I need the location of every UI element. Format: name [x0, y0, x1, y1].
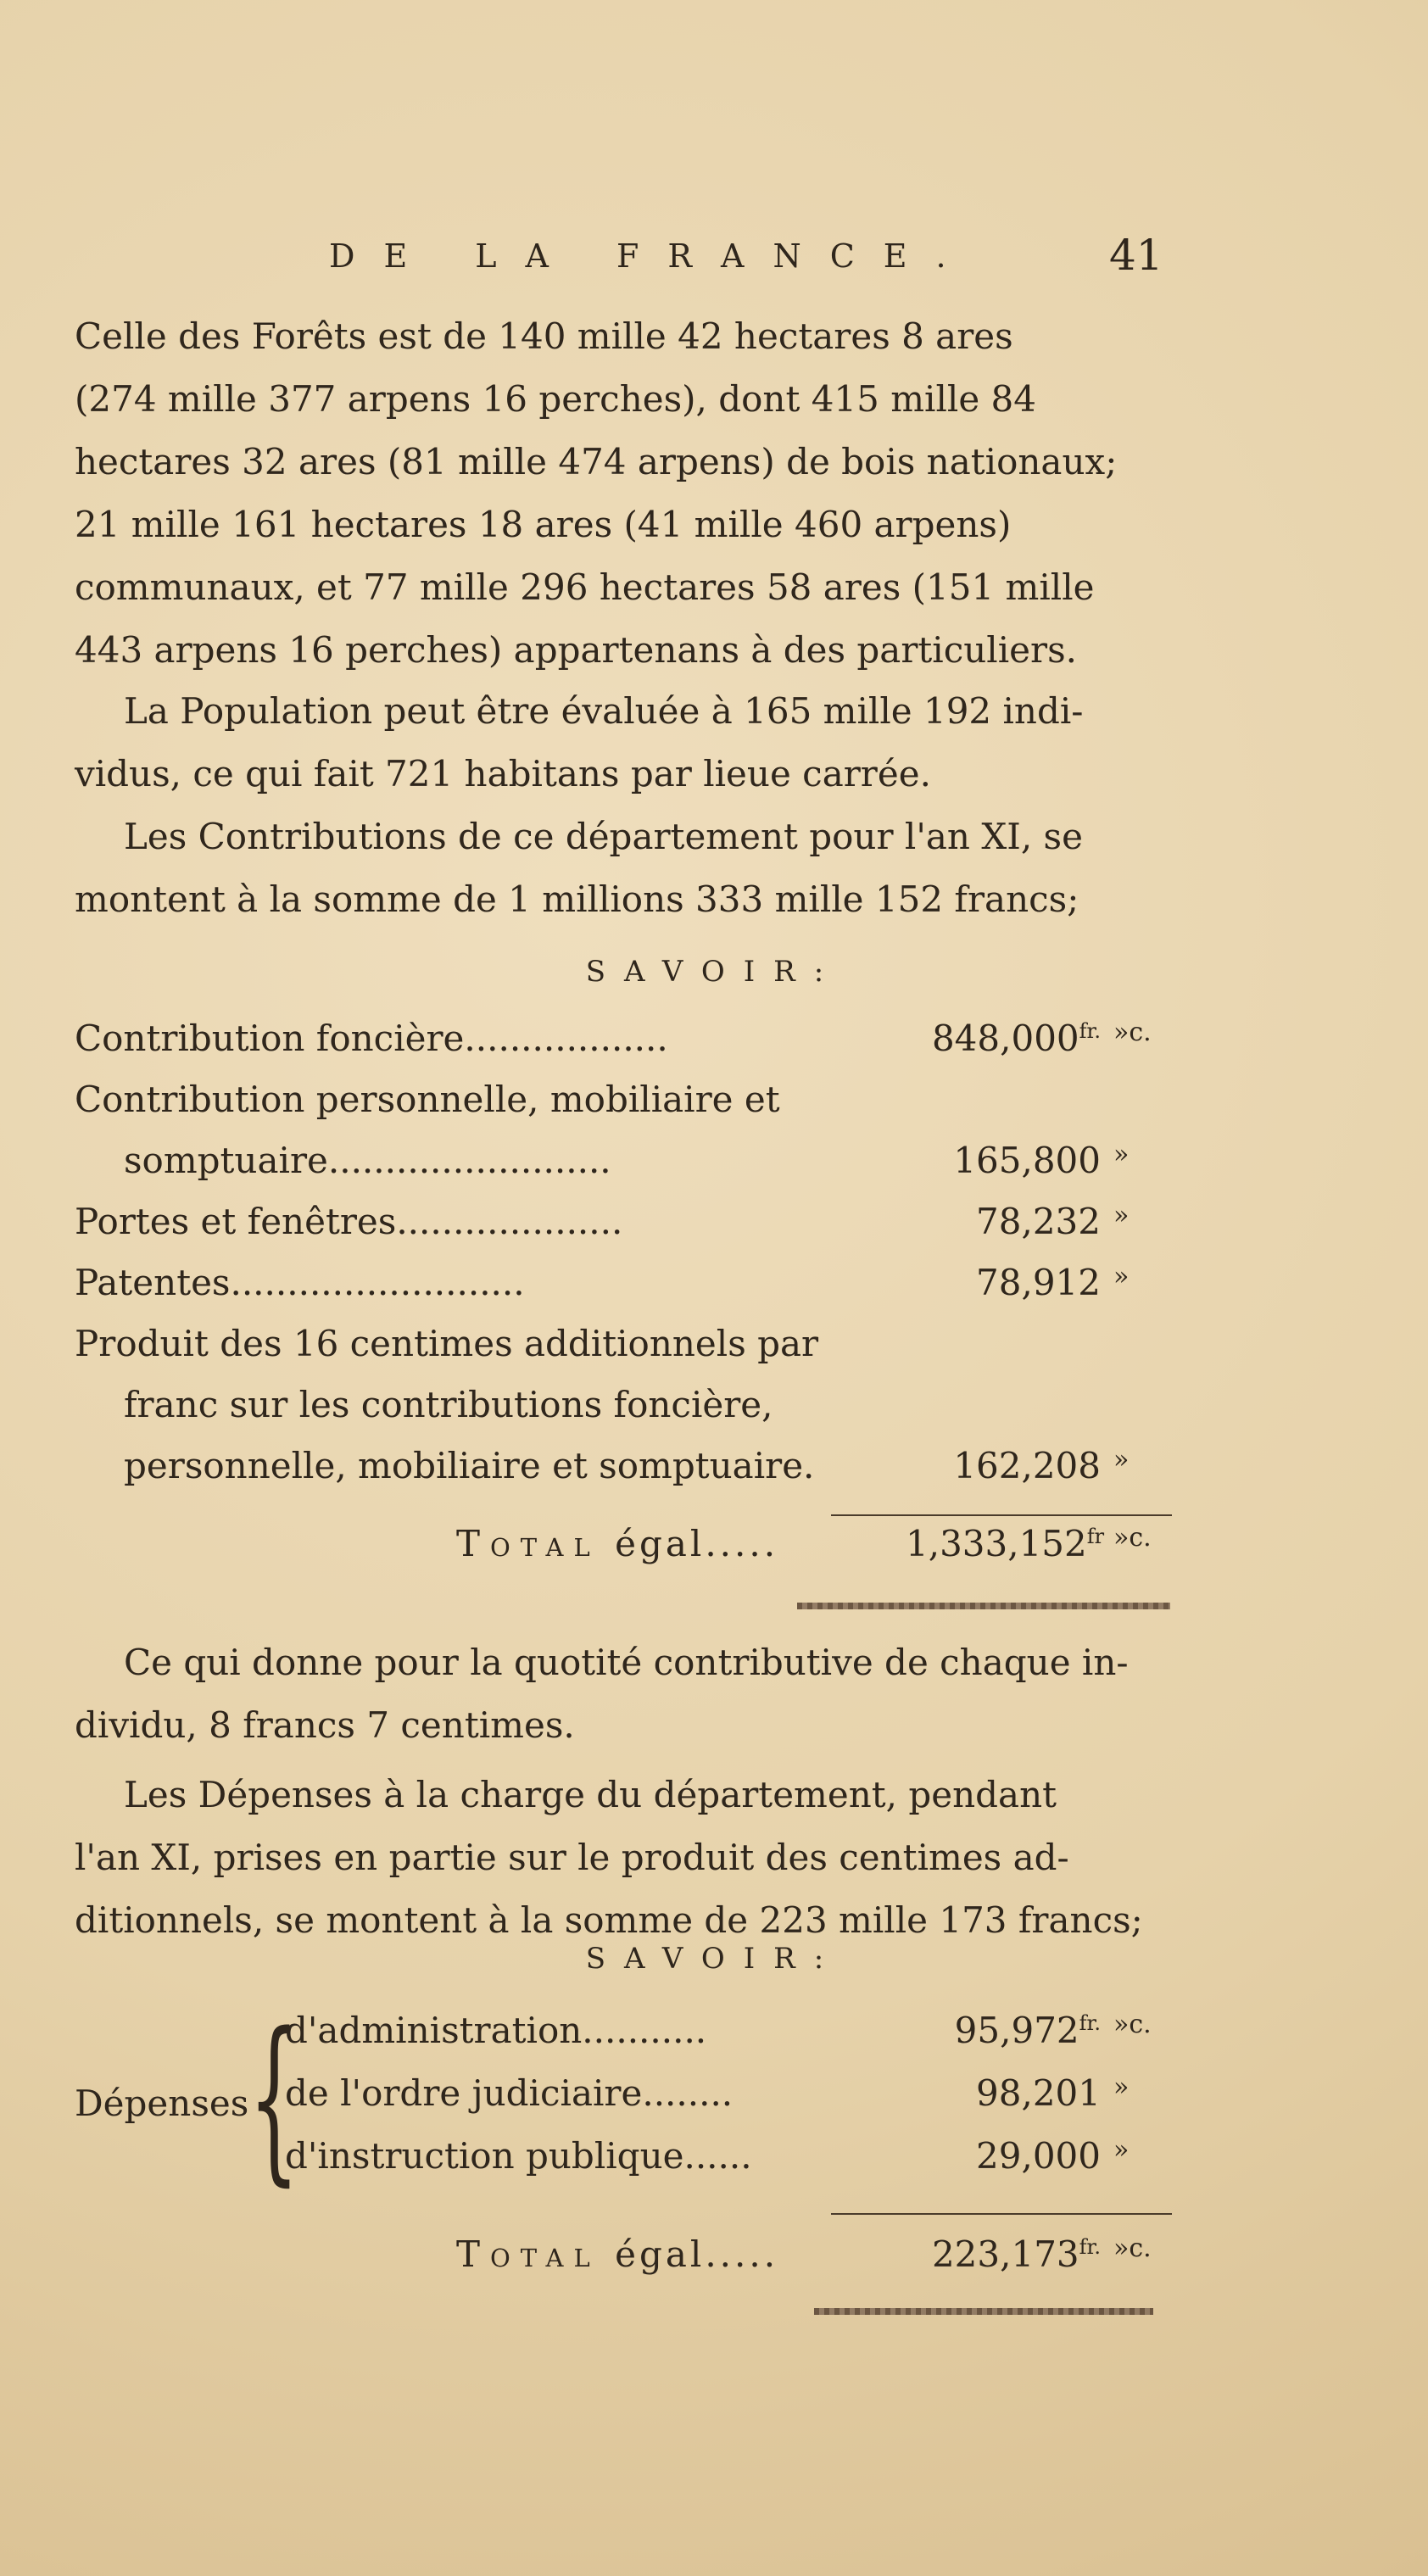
- quotite-paragraph: [75, 1631, 1194, 1757]
- row-amount: 78,232: [976, 1201, 1101, 1242]
- row-unit: »: [1113, 2072, 1130, 2102]
- row-label: Contribution foncière..................: [75, 1018, 668, 1059]
- row-unit: »c.: [1113, 2010, 1152, 2039]
- paragraph-line: Ce qui donne pour la quotité contributive de chaque in-: [124, 1642, 1129, 1683]
- total-row: [75, 1523, 1219, 1592]
- table-row: [75, 1262, 1219, 1323]
- row-label: Contribution personnelle, mobiliaire et: [75, 1079, 780, 1120]
- total-label: Total égal.....: [456, 1523, 779, 1564]
- table-row: [285, 2135, 752, 2177]
- table-row: [75, 1018, 1219, 1079]
- page-header: [0, 231, 1428, 290]
- savoir-heading: SAVOIR:: [585, 955, 843, 989]
- paragraph-line: communaux, et 77 mille 296 hectares 58 ares (151 mille: [75, 566, 1095, 608]
- row-amount: 78,912: [976, 1262, 1101, 1303]
- table-row: [75, 1323, 1219, 1384]
- row-amount: $95,972^{fr.}$: [954, 2010, 1101, 2051]
- population-paragraph: [75, 680, 1194, 806]
- total-amount: $1,333,152^{fr}$: [906, 1523, 1105, 1564]
- row-unit: »: [1113, 1262, 1130, 1291]
- page-number: 41: [1109, 231, 1163, 280]
- row-unit: »: [1113, 1201, 1130, 1230]
- row-unit: »: [1113, 2135, 1130, 2165]
- total-unit: »c.: [1113, 2233, 1152, 2263]
- brace-label: Dépenses: [75, 2083, 249, 2124]
- paragraph-line: montent à la somme de 1 millions 333 mille 152 francs;: [75, 878, 1079, 920]
- row-label: Patentes..........................: [75, 1262, 525, 1303]
- table-row: [75, 1445, 1219, 1506]
- paragraph-line: Celle des Forêts est de 140 mille 42 hectares 8 ares: [75, 315, 1013, 357]
- depenses-table: [75, 1994, 1219, 2205]
- row-amount: 29,000: [976, 2135, 1101, 2177]
- row-label: de l'ordre judiciaire........: [285, 2072, 734, 2114]
- sum-divider: [831, 1514, 1172, 1516]
- total-label: Total égal.....: [456, 2233, 779, 2275]
- paragraph-line: La Population peut être évaluée à 165 mille 192 indi-: [124, 690, 1084, 732]
- total-amount: $223,173^{fr.}$: [931, 2233, 1101, 2275]
- paragraph-line: (274 mille 377 arpens 16 perches), dont 415 mille 84: [75, 378, 1036, 420]
- paragraph-line: l'an XI, prises en partie sur le produit des centimes ad-: [75, 1837, 1069, 1878]
- table-row: [75, 1079, 1219, 1140]
- table-row: [285, 2010, 706, 2051]
- contributions-paragraph: [75, 806, 1194, 931]
- contributions-table: [75, 1018, 1219, 1506]
- section-rule: [797, 1603, 1170, 1609]
- row-label: personnelle, mobiliaire et somptuaire.: [124, 1445, 815, 1486]
- row-unit: »c.: [1113, 1018, 1152, 1047]
- paragraph-line: dividu, 8 francs 7 centimes.: [75, 1704, 575, 1746]
- row-label: Produit des 16 centimes additionnels par: [75, 1323, 819, 1364]
- row-unit: »: [1113, 1445, 1130, 1475]
- paragraph-line: ditionnels, se montent à la somme de 223 mille 173 francs;: [75, 1899, 1143, 1941]
- total-row: [75, 2233, 1219, 2303]
- paragraph-line: hectares 32 ares (81 mille 474 arpens) de bois nationaux;: [75, 441, 1118, 482]
- row-amount: 165,800: [953, 1140, 1101, 1181]
- paragraph-line: 21 mille 161 hectares 18 ares (41 mille 460 arpens): [75, 504, 1012, 545]
- table-row: [75, 1384, 1219, 1445]
- row-amount: $848,000^{fr.}$: [931, 1018, 1101, 1059]
- forests-paragraph: [75, 305, 1194, 682]
- table-row: [75, 1201, 1219, 1262]
- curly-brace-icon: {: [248, 1994, 300, 2202]
- row-unit: »: [1113, 1140, 1130, 1169]
- savoir-heading: SAVOIR:: [585, 1942, 843, 1976]
- row-label: franc sur les contributions foncière,: [124, 1384, 773, 1425]
- depenses-total: [75, 2233, 1219, 2303]
- row-label: d'instruction publique......: [285, 2135, 752, 2177]
- contributions-total: [75, 1523, 1219, 1592]
- paragraph-line: vidus, ce qui fait 721 habitans par lieue carrée.: [75, 753, 931, 795]
- paragraph-line: Les Dépenses à la charge du département, pendant: [124, 1774, 1057, 1815]
- row-amount: 162,208: [953, 1445, 1101, 1486]
- row-label: somptuaire.........................: [124, 1140, 611, 1181]
- row-amount: 98,201: [976, 2072, 1101, 2114]
- row-label: d'administration...........: [285, 2010, 707, 2051]
- section-rule: [814, 2308, 1153, 2315]
- row-label: Portes et fenêtres....................: [75, 1201, 623, 1242]
- table-row: [75, 1140, 1219, 1201]
- total-unit: »c.: [1113, 1523, 1152, 1553]
- paragraph-line: 443 arpens 16 perches) appartenans à des particuliers.: [75, 629, 1077, 671]
- running-head: DE LA FRANCE.: [329, 237, 975, 275]
- paragraph-line: Les Contributions de ce département pour l'an XI, se: [124, 816, 1083, 857]
- depenses-paragraph: [75, 1764, 1194, 1952]
- table-row: [285, 2072, 733, 2114]
- sum-divider: [831, 2213, 1172, 2215]
